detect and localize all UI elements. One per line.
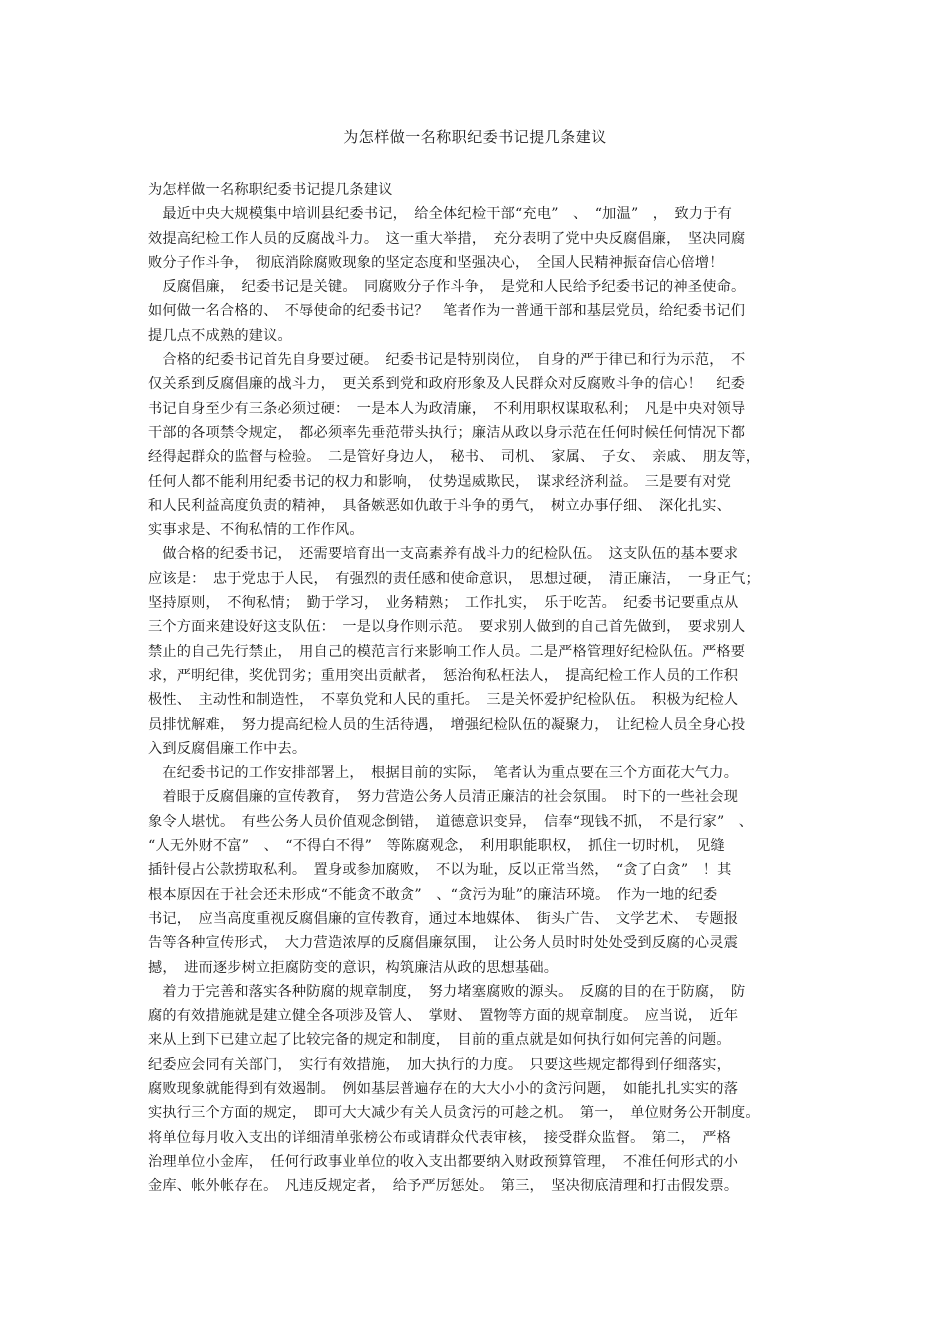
body-line: 应该是： 忠于党忠于人民， 有强烈的责任感和使命意识， 思想过硬， 清正廉洁， 一身正气； [148,570,760,587]
body-line: 着眼于反腐倡廉的宣传教育， 努力营造公务人员清正廉洁的社会氛围。 时下的一些社会现 [148,789,739,806]
body-line: 最近中央大规模集中培训县纪委书记， 给全体纪检干部“充电” 、 “加温” ， 致力于有 [148,206,733,223]
body-line: 在纪委书记的工作安排部署上， 根据目前的实际， 笔者认为重点要在三个方面花大气力。 [148,765,739,782]
body-line: 经得起群众的监督与检验。 二是管好身边人， 秘书、 司机、 家属、 子女、 亲戚、 朋友等， [148,449,761,466]
body-line: 合格的纪委书记首先自身要过硬。 纪委书记是特别岗位， 自身的严于律已和行为示范， 不 [148,352,746,369]
body-line: “人无外财不富” 、 “不得白不得” 等陈腐观念， 利用职能职权， 抓住一切时机， 见缝 [148,838,725,855]
body-line: 治理单位小金库， 任何行政事业单位的收入支出都要纳入财政预算管理， 不准任何形式的小 [148,1153,739,1170]
body-line: 为怎样做一名称职纪委书记提几条建议 [148,182,393,198]
body-line: 坚持原则， 不徇私情； 勤于学习， 业务精熟； 工作扎实， 乐于吃苦。 纪委书记要重点从 [148,595,739,612]
body-line: 插针侵占公款捞取私利。 置身或参加腐败， 不以为耻，反以正常当然， “贪了白贪” ！其 [148,862,732,879]
body-line: 着力于完善和落实各种防腐的规章制度， 努力堵塞腐败的源头。 反腐的目的在于防腐， 防 [148,983,746,1000]
body-line: 败分子作斗争， 彻底消除腐败现象的坚定态度和坚强决心， 全国人民精神振奋信心倍增！ [148,254,724,271]
body-line: 书记， 应当高度重视反腐倡廉的宣传教育，通过本地媒体、 街头广告、 文学艺术、 专题报 [148,910,739,927]
document-body [148,178,824,1198]
body-line: 书记自身至少有三条必须过硬： 一是本人为政清廉， 不利用职权谋取私利； 凡是中央对领导 [148,400,746,417]
body-line: 实事求是、不徇私情的工作作风。 [148,522,364,539]
body-line: 干部的各项禁令规定， 都必须率先垂范带头执行；廉洁从政以身示范在任何时候任何情况下都 [148,424,746,441]
body-line: 如何做一名合格的、 不辱使命的纪委书记？ 笔者作为一普通干部和基层党员，给纪委书记们 [148,303,746,320]
body-line: 将单位每月收入支出的详细清单张榜公布或请群众代表审核， 接受群众监督。 第二， 严格 [148,1129,731,1146]
body-line: 和人民利益高度负责的精神， 具备嫉恶如仇敢于斗争的勇气， 树立办事仔细、 深化扎实、 [148,497,731,514]
body-line: 入到反腐倡廉工作中去。 [148,740,307,757]
document-title: 为怎样做一名称职纪委书记提几条建议 [343,128,607,146]
body-line: 反腐倡廉， 纪委书记是关键。 同腐败分子作斗争， 是党和人民给予纪委书记的神圣使命。 [148,279,746,296]
body-line: 腐的有效措施就是建立健全各项涉及管人、 掌财、 置物等方面的规章制度。 应当说， 近年 [148,1008,739,1025]
body-line: 极性、 主动性和制造性， 不辜负党和人民的重托。 三是关怀爱护纪检队伍。 积极为纪检人 [148,692,739,709]
body-line: 禁止的自己先行禁止， 用自己的模范言行来影响工作人员。二是严格管理好纪检队伍。严格要 [148,643,746,660]
body-line: 员排忧解难， 努力提高纪检人员的生活待遇， 增强纪检队伍的凝聚力， 让纪检人员全身心投 [148,716,746,733]
body-line: 仅关系到反腐倡廉的战斗力， 更关系到党和政府形象及人民群众对反腐败斗争的信心！ 纪委 [148,376,746,393]
body-line: 撼， 进而逐步树立拒腐防变的意识，构筑廉洁从政的思想基础。 [148,959,559,976]
body-line: 告等各种宣传形式， 大力营造浓厚的反腐倡廉氛围， 让公务人员时时处处受到反腐的心灵震 [148,935,739,952]
body-line: 金库、帐外帐存在。 凡违反规定者， 给予严厉惩处。 第三， 坚决彻底清理和打击假发票。 [148,1178,739,1195]
body-line: 求，严明纪律，奖优罚劣；重用突出贡献者， 惩治徇私枉法人， 提高纪检工作人员的工作积 [148,667,739,684]
body-line: 纪委应会同有关部门， 实行有效措施， 加大执行的力度。 只要这些规定都得到仔细落实， [148,1056,731,1073]
body-line: 提几点不成熟的建议。 [148,327,292,344]
body-line: 效提高纪检工作人员的反腐战斗力。 这一重大举措， 充分表明了党中央反腐倡廉， 坚决同腐 [148,230,746,247]
body-line: 实执行三个方面的规定， 即可大大减少有关人员贪污的可趁之机。 第一， 单位财务公开制度。 [148,1105,760,1122]
body-line: 根本原因在于社会还未形成“不能贪不敢贪” 、“贪污为耻”的廉洁环境。 作为一地的纪委 [148,886,718,903]
body-line: 任何人都不能利用纪委书记的权力和影响， 仗势逞威欺民， 谋求经济利益。 三是要有对党 [148,473,731,490]
body-line: 腐败现象就能得到有效遏制。 例如基层普遍存在的大大小小的贪污问题， 如能扎扎实实的落 [148,1080,739,1097]
body-line: 来从上到下已建立起了比较完备的规定和制度， 目前的重点就是如何执行如何完善的问题。 [148,1032,731,1049]
body-line: 做合格的纪委书记， 还需要培育出一支高素养有战斗力的纪检队伍。 这支队伍的基本要求 [148,546,739,563]
body-line: 象令人堪忧。 有些公务人员价值观念倒错， 道德意识变异， 信奉“现钱不抓， 不是行家” 、 [148,813,754,830]
body-line: 三个方面来建设好这支队伍： 一是以身作则示范。 要求别人做到的自己首先做到， 要求别人 [148,619,746,636]
